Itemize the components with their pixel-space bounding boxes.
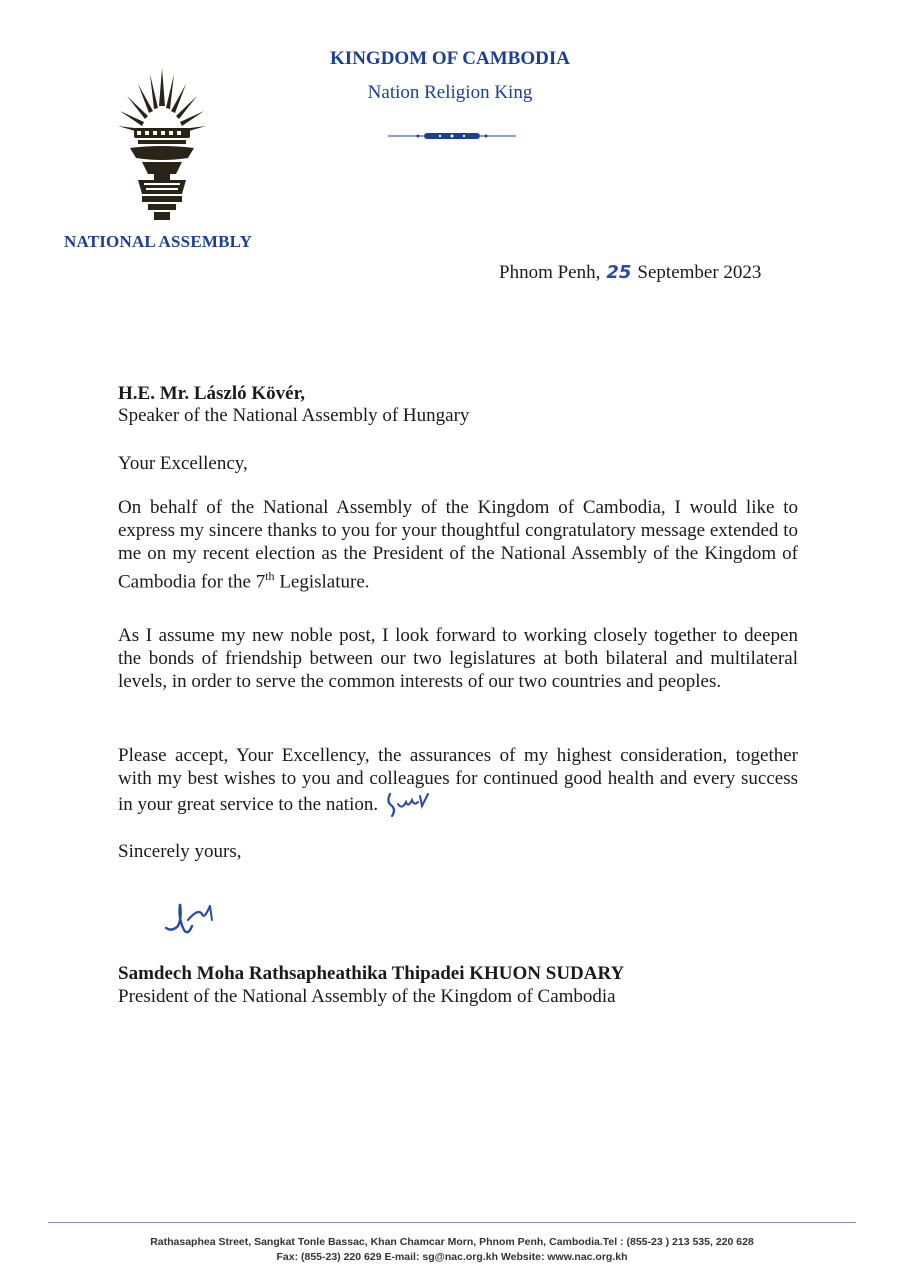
recipient-title: Speaker of the National Assembly of Hungary xyxy=(118,405,470,426)
footer-divider xyxy=(48,1222,856,1223)
date-month-year: September 2023 xyxy=(637,262,762,283)
salutation: Your Excellency, xyxy=(118,453,248,474)
national-motto: Nation Religion King xyxy=(367,82,533,103)
paragraph-2-text: As I assume my new noble post, I look forward to working closely together to deepen the bonds of friendship between our two legislatures at both bilateral and multilateral levels, in order to serve the common interests of our two countries and peoples. xyxy=(118,625,798,692)
organization-name: NATIONAL ASSEMBLY xyxy=(64,232,253,251)
signature-icon xyxy=(158,888,220,940)
country-title: KINGDOM OF CAMBODIA xyxy=(330,48,570,69)
handwritten-annotation-icon xyxy=(384,790,432,818)
paragraph-2 xyxy=(118,624,798,693)
divider-ornament-icon xyxy=(388,130,516,142)
closing: Sincerely yours, xyxy=(118,841,242,862)
ordinal-suffix: th xyxy=(265,569,275,583)
paragraph-1 xyxy=(118,496,798,593)
royal-emblem-icon xyxy=(112,66,212,222)
signer-title: President of the National Assembly of the Kingdom of Cambodia xyxy=(118,986,616,1007)
footer-address: Rathasaphea Street, Sangkat Tonle Bassac, Khan Chamcar Morn, Phnom Penh, Cambodia.Tel : (855-23 ) 213 535, 220 628 xyxy=(150,1236,754,1248)
footer-contact: Fax: (855-23) 220 629 E-mail: sg@nac.org.kh Website: www.nac.org.kh xyxy=(276,1251,628,1263)
paragraph-3-text: Please accept, Your Excellency, the assurances of my highest consideration, together with my best wishes to you and colleagues for continued good health and every success in your great service to the nation. xyxy=(118,745,798,815)
paragraph-1-text: On behalf of the National Assembly of the Kingdom of Cambodia, I would like to express my sincere thanks to you for your thoughtful congratulatory message extended to me on my recent election as the President of the National Assembly of the Kingdom of Cambodia for the 7 xyxy=(118,497,798,593)
signer-name: Samdech Moha Rathsapheathika Thipadei KHUON SUDARY xyxy=(118,963,625,984)
recipient-name: H.E. Mr. László Kövér, xyxy=(118,383,306,404)
paragraph-1-end: Legislature. xyxy=(274,571,370,593)
date-day: 25 xyxy=(606,262,632,283)
date-place: Phnom Penh, xyxy=(499,262,601,283)
date-line xyxy=(499,262,761,284)
paragraph-3 xyxy=(118,744,798,818)
